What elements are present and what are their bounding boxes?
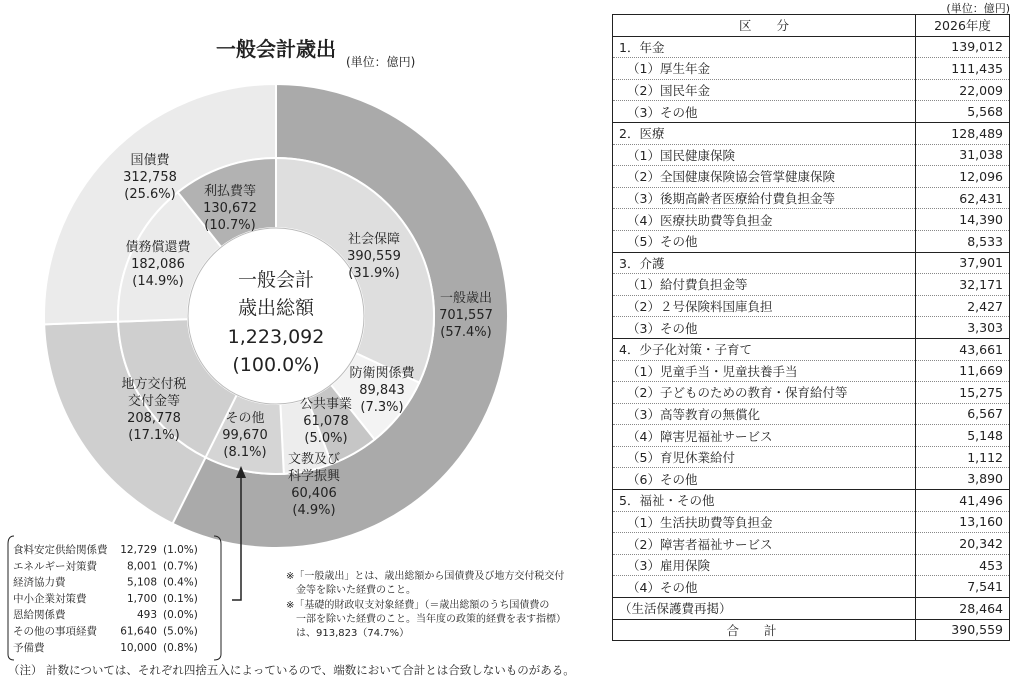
svg-text:は、913,823（74.7%）: は、913,823（74.7%） <box>286 628 410 639</box>
breakdown-name: その他の事項経費 <box>13 625 97 638</box>
table-row <box>613 122 1010 144</box>
outer_ring-label-1-line-0: 地方交付税 <box>121 377 187 392</box>
row-label: （生活保護費再掲） <box>613 598 916 620</box>
row-value: 5,568 <box>916 101 1010 123</box>
breakdown-pct: (1.0%) <box>163 544 198 556</box>
table-row <box>613 446 1010 468</box>
row-label: 2．医療 <box>613 122 916 144</box>
breakdown-value: 61,640 <box>120 625 157 638</box>
row-label: （3）その他 <box>613 101 916 123</box>
inner_ring-label-6-line-2: (14.9%) <box>132 274 184 289</box>
row-value: 41,496 <box>916 490 1010 512</box>
row-label: 4．少子化対策・子育て <box>613 338 916 360</box>
row-label: （4）その他 <box>613 576 916 598</box>
breakdown-pct: (5.0%) <box>163 625 198 638</box>
inner_ring-label-7-line-0: 利払費等 <box>203 184 257 199</box>
breakdown-value: 5,108 <box>126 576 157 589</box>
table-row <box>613 209 1010 231</box>
inner_ring-label-0-line-0: 社会保障 <box>347 232 401 247</box>
table-row <box>613 166 1010 188</box>
table-row <box>613 554 1010 576</box>
table-row <box>613 144 1010 166</box>
breakdown-name: 恩給関係費 <box>13 609 66 622</box>
row-label: （6）その他 <box>613 468 916 490</box>
row-value: 28,464 <box>916 598 1010 620</box>
row-label: （3）その他 <box>613 317 916 339</box>
outer_ring-label-2-line-2: (25.6%) <box>124 187 176 202</box>
inner_ring-label-0-line-1: 390,559 <box>347 249 401 264</box>
breakdown-name: 経済協力費 <box>13 576 66 589</box>
header-year: 2026年度 <box>916 15 1010 37</box>
table-row <box>613 230 1010 252</box>
row-value: 22,009 <box>916 79 1010 101</box>
table-row <box>613 598 1010 620</box>
breakdown-value: 10,000 <box>120 641 157 654</box>
table-row <box>613 36 1010 58</box>
row-value: 11,669 <box>916 360 1010 382</box>
table-row <box>613 101 1010 123</box>
row-label: 1．年金 <box>613 36 916 58</box>
row-value: 14,390 <box>916 209 1010 231</box>
table-row <box>613 576 1010 598</box>
breakdown-name: 中小企業対策費 <box>13 592 87 605</box>
inner_ring-label-3-line-1: 科学振興 <box>287 469 341 484</box>
outer_ring-label-0-line-1: 701,557 <box>439 308 493 323</box>
table-row <box>613 317 1010 339</box>
row-value: 37,901 <box>916 252 1010 274</box>
other-breakdown-list <box>13 543 198 654</box>
row-value: 32,171 <box>916 274 1010 296</box>
outer_ring-label-0-line-2: (57.4%) <box>440 325 492 340</box>
inner_ring-label-2-line-0: 公共事業 <box>299 397 353 412</box>
breakdown-value: 12,729 <box>120 544 157 556</box>
note-general-spending <box>286 569 564 596</box>
outer_ring-label-2-line-1: 312,758 <box>123 170 177 185</box>
row-value: 2,427 <box>916 295 1010 317</box>
row-value: 3,303 <box>916 317 1010 339</box>
table-header-row <box>613 15 1010 37</box>
row-value: 62,431 <box>916 187 1010 209</box>
table-row <box>613 533 1010 555</box>
table-row <box>613 295 1010 317</box>
inner_ring-label-2-line-2: (5.0%) <box>304 431 348 446</box>
row-label: （4）障害児福祉サービス <box>613 425 916 447</box>
outer_ring-label-1-line-2: 208,778 <box>127 411 181 426</box>
row-label: （5）その他 <box>613 230 916 252</box>
breakdown-pct: (0.0%) <box>163 609 198 622</box>
inner_ring-label-1-line-0: 防衛関係費 <box>349 366 415 381</box>
inner_ring-label-7-line-1: 130,672 <box>203 201 257 216</box>
row-value: 453 <box>916 554 1010 576</box>
breakdown-value: 1,700 <box>126 592 157 605</box>
row-label: 合計 <box>613 619 916 641</box>
note-basic-balance <box>286 598 566 639</box>
row-value: 390,559 <box>916 619 1010 641</box>
breakdown-value: 493 <box>136 609 157 622</box>
row-value: 128,489 <box>916 122 1010 144</box>
breakdown-name: 予備費 <box>13 641 45 654</box>
row-value: 3,890 <box>916 468 1010 490</box>
breakdown-pct: (0.1%) <box>163 592 198 605</box>
row-label: （3）雇用保険 <box>613 554 916 576</box>
breakdown-table <box>612 14 1010 641</box>
row-value: 5,148 <box>916 425 1010 447</box>
inner_ring-label-6-line-1: 182,086 <box>131 257 185 272</box>
svg-text:一部を除いた経費のこと。当年度の政策的経費を表す指標）: 一部を除いた経費のこと。当年度の政策的経費を表す指標） <box>286 614 566 625</box>
inner_ring-label-2-line-1: 61,078 <box>303 414 349 429</box>
row-label: （1）厚生年金 <box>613 58 916 80</box>
inner_ring-label-0-line-2: (31.9%) <box>348 266 400 281</box>
chart-unit: (単位：億円) <box>346 55 416 69</box>
outer_ring-label-2-line-0: 国債費 <box>130 153 170 168</box>
row-label: 5．福祉・その他 <box>613 490 916 512</box>
row-value: 8,533 <box>916 230 1010 252</box>
chart-title: 一般会計歳出 <box>216 37 336 61</box>
row-value: 139,012 <box>916 36 1010 58</box>
row-label: （1）給付費負担金等 <box>613 274 916 296</box>
row-value: 13,160 <box>916 511 1010 533</box>
table-row <box>613 274 1010 296</box>
row-value: 43,661 <box>916 338 1010 360</box>
outer_ring-label-0-line-0: 一般歳出 <box>439 291 493 306</box>
row-value: 1,112 <box>916 446 1010 468</box>
row-label: （2）全国健康保険協会管掌健康保険 <box>613 166 916 188</box>
table-row <box>613 468 1010 490</box>
row-label: 3．介護 <box>613 252 916 274</box>
table-unit: (単位：億円) <box>946 2 1010 15</box>
breakdown-name: エネルギー対策費 <box>13 560 97 573</box>
breakdown-pct: (0.4%) <box>163 576 198 589</box>
table-row <box>613 252 1010 274</box>
row-label: （1）国民健康保険 <box>613 144 916 166</box>
outer_ring-label-1-line-3: (17.1%) <box>128 428 180 443</box>
inner_ring-label-3-line-2: 60,406 <box>291 486 337 501</box>
center-label-line2: 歳出総額 <box>237 297 315 319</box>
row-label: （2）２号保険料国庫負担 <box>613 295 916 317</box>
row-value: 111,435 <box>916 58 1010 80</box>
inner_ring-label-7-line-2: (10.7%) <box>204 218 256 233</box>
row-label: （2）障害者福祉サービス <box>613 533 916 555</box>
row-label: （2）子どものための教育・保育給付等 <box>613 382 916 404</box>
breakdown-pct: (0.8%) <box>163 641 198 654</box>
rounding-footnote: （注） 計数については、それぞれ四捨五入によっているので、端数において合計とは合致しないものがある。 <box>8 663 575 677</box>
row-label: （3）後期高齢者医療給付費負担金等 <box>613 187 916 209</box>
header-category: 区 分 <box>613 15 916 37</box>
center-total-value: 1,223,092 <box>227 326 325 348</box>
row-value: 20,342 <box>916 533 1010 555</box>
breakdown-value: 8,001 <box>126 560 157 573</box>
center-total-pct: (100.0%) <box>232 354 320 376</box>
table-row <box>613 338 1010 360</box>
svg-text:※「基礎的財政収支対象経費」（＝歳出総額のうち国債費の: ※「基礎的財政収支対象経費」（＝歳出総額のうち国債費の <box>286 600 550 611</box>
row-value: 6,567 <box>916 403 1010 425</box>
inner_ring-label-3-line-3: (4.9%) <box>292 503 336 518</box>
breakdown-pct: (0.7%) <box>163 560 198 573</box>
svg-text:※「一般歳出」とは、歳出総額から国債費及び地方交付税交付: ※「一般歳出」とは、歳出総額から国債費及び地方交付税交付 <box>286 571 565 582</box>
inner_ring-label-6-line-0: 債務償還費 <box>125 240 191 255</box>
center-label-line1: 一般会計 <box>237 269 315 291</box>
row-label: （1）児童手当・児童扶養手当 <box>613 360 916 382</box>
breakdown-name: 食料安定供給関係費 <box>13 544 108 556</box>
row-label: （4）医療扶助費等負担金 <box>613 209 916 231</box>
row-label: （5）育児休業給付 <box>613 446 916 468</box>
table-row <box>613 619 1010 641</box>
row-label: （3）高等教育の無償化 <box>613 403 916 425</box>
row-value: 7,541 <box>916 576 1010 598</box>
table-row <box>613 79 1010 101</box>
inner_ring-label-4-line-1: 99,670 <box>222 428 268 443</box>
inner_ring-label-4-line-0: その他 <box>225 411 265 426</box>
inner_ring-label-3-line-0: 文教及び <box>287 452 341 467</box>
row-value: 15,275 <box>916 382 1010 404</box>
inner_ring-label-1-line-2: (7.3%) <box>360 400 404 415</box>
row-label: （1）生活扶助費等負担金 <box>613 511 916 533</box>
table-row <box>613 403 1010 425</box>
table-row <box>613 490 1010 512</box>
row-value: 12,096 <box>916 166 1010 188</box>
table-row <box>613 58 1010 80</box>
outer_ring-label-1-line-1: 交付金等 <box>127 394 181 409</box>
svg-text:金等を除いた経費のこと。: 金等を除いた経費のこと。 <box>286 585 416 596</box>
inner_ring-label-1-line-1: 89,843 <box>359 383 405 398</box>
table-row <box>613 382 1010 404</box>
row-value: 31,038 <box>916 144 1010 166</box>
table-row <box>613 511 1010 533</box>
inner_ring-label-4-line-2: (8.1%) <box>223 445 267 460</box>
row-label: （2）国民年金 <box>613 79 916 101</box>
table-row <box>613 360 1010 382</box>
table-row <box>613 187 1010 209</box>
table-row <box>613 425 1010 447</box>
